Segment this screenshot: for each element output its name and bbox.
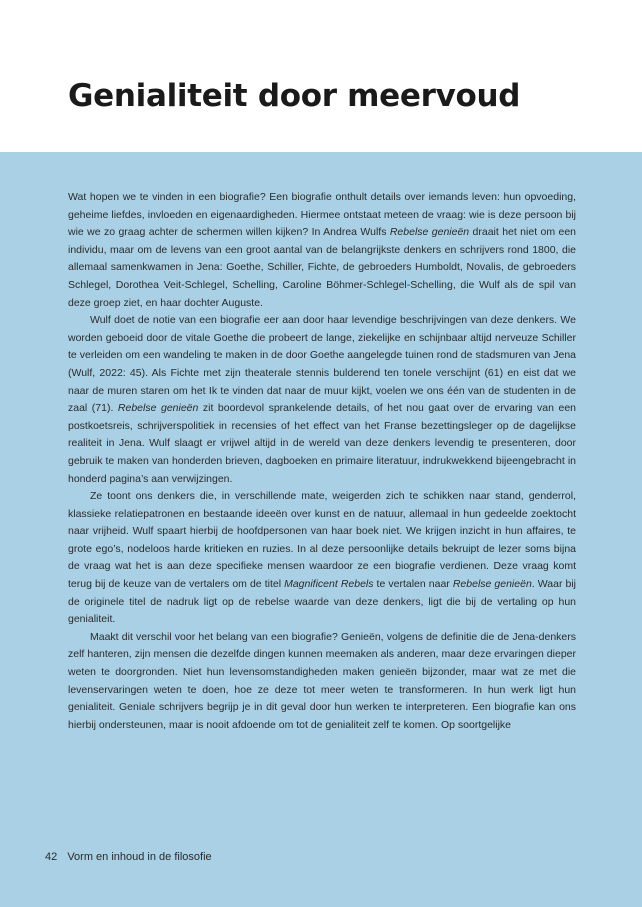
running-title: Vorm en inhoud in de filosofie <box>67 851 212 863</box>
text-run: Ze toont ons denkers die, in verschillende mate, weigerden zich te schikken naar stand, genderrol, klassieke relatiepatronen en bestaande ideeën over kunst en de natuur, allemaal in hun gedeelde zoektocht naar vrijheid. Wulf spaart hierbij de hoofdpersonen van haar boek niet. We krijgen inzicht in hun affaires, te grote ego’s, nodeloos harde kritieken en ruzies. In al deze persoonlijke details bekruipt de lezer soms bijna de vraag wat het is aan deze specifieke mensen waardoor ze een biografie verdienen. Deze vraag komt terug bij de keuze van de vertalers om de titel <box>68 490 576 591</box>
italic-text-run: Rebelse genieën <box>389 226 470 239</box>
italic-text-run: Rebelse genieën <box>452 578 532 591</box>
article-paragraph <box>68 629 576 735</box>
text-run: Wulf doet de notie van een biografie eer aan door haar levendige beschrijvingen van deze denkers. We worden geboeid door de vitale Goethe die probeert de lange, ziekelijke en schijnbaar altijd nerveuze Schiller te verleiden om een wandeling te maken in de door Goethe aangelegde tuinen rond de stadsmuren van Jena (Wulf, 2022: 45). Als Fichte met zijn theaterale stennis bulderend ten tonele verschijnt (61) en eist dat we naar de muren staren om het Ik te vinden dat naar de muur kijkt, voelen we ons één van de studenten in de zaal (71). <box>68 314 576 415</box>
text-run: te vertalen naar <box>373 578 453 591</box>
page-title: Genialiteit door meervoud <box>68 78 521 114</box>
text-run: draait het niet om een individu, maar om de levens van een groot aantal van de belangrijkste denkers en schrijvers rond 1800, die allemaal samenkwamen in Jena: Goethe, Schiller, Fichte, de gebroeders Humboldt, Novalis, de gebroeders Schlegel, Dorothea Veit-Schlegel, Schelling, Caroline Böhmer-Schlegel-Schelling, die Wulf als de spil van deze groep ziet, en haar dochter Auguste. <box>68 226 577 309</box>
italic-text-run: Magnificent Rebels <box>284 578 374 591</box>
text-run: zit boordevol sprankelende details, of het nou gaat over de ervaring van een postkoetsreis, schrijverspolitiek in recensies of het effect van het Franse bezettingsleger op de dagelijkse realiteit in Jena. Wulf slaagt er vrijwel altijd in de wereld van deze denkers levendig te presenteren, door gebruik te maken van honderden brieven, dagboeken en primaire literatuur, indrukwekkend bijeengebracht in honderd pagina’s aan verwijzingen. <box>68 402 577 485</box>
text-run: . Waar bij de originele titel de nadruk ligt op de rebelse waarde van deze denkers, ligt die bij de vertaling op hun genialiteit. <box>68 578 577 626</box>
article-body <box>68 189 576 734</box>
article-paragraph <box>68 488 576 629</box>
text-run: Wat hopen we te vinden in een biografie? Een biografie onthult details over iemands leven: hun opvoeding, geheime liefdes, invloeden en eigenaardigheden. Hiermee ontstaat meteen de vraag: wie is deze persoon bij wie we zo graag achter de schermen willen kijken? In Andrea Wulfs <box>68 191 576 239</box>
title-band <box>0 0 642 152</box>
italic-text-run: Rebelse genieën <box>117 402 199 415</box>
page-footer <box>45 851 212 863</box>
text-run: Maakt dit verschil voor het belang van een biografie? Genieën, volgens de definitie die de Jena-denkers zelf hanteren, zijn mensen die dezelfde dingen kunnen meemaken als anderen, maar deze ervaringen dieper weten te doorgronden. Niet hun levensomstandigheden maken genieën bijzonder, maar wat ze met die levenservaringen weten te doen, hoe ze deze tot meer weten te transformeren. In hun werk ligt hun genialiteit. Geniale schrijvers begrijp je in dit geval door hun werken te interpreteren. Een biografie kan ons hierbij ondersteunen, maar is nooit afdoende om tot de genialiteit zelf te komen. Op soortgelijke <box>68 630 576 731</box>
article-paragraph <box>68 189 576 312</box>
article-paragraph <box>68 312 576 488</box>
page-number: 42 <box>45 851 58 863</box>
